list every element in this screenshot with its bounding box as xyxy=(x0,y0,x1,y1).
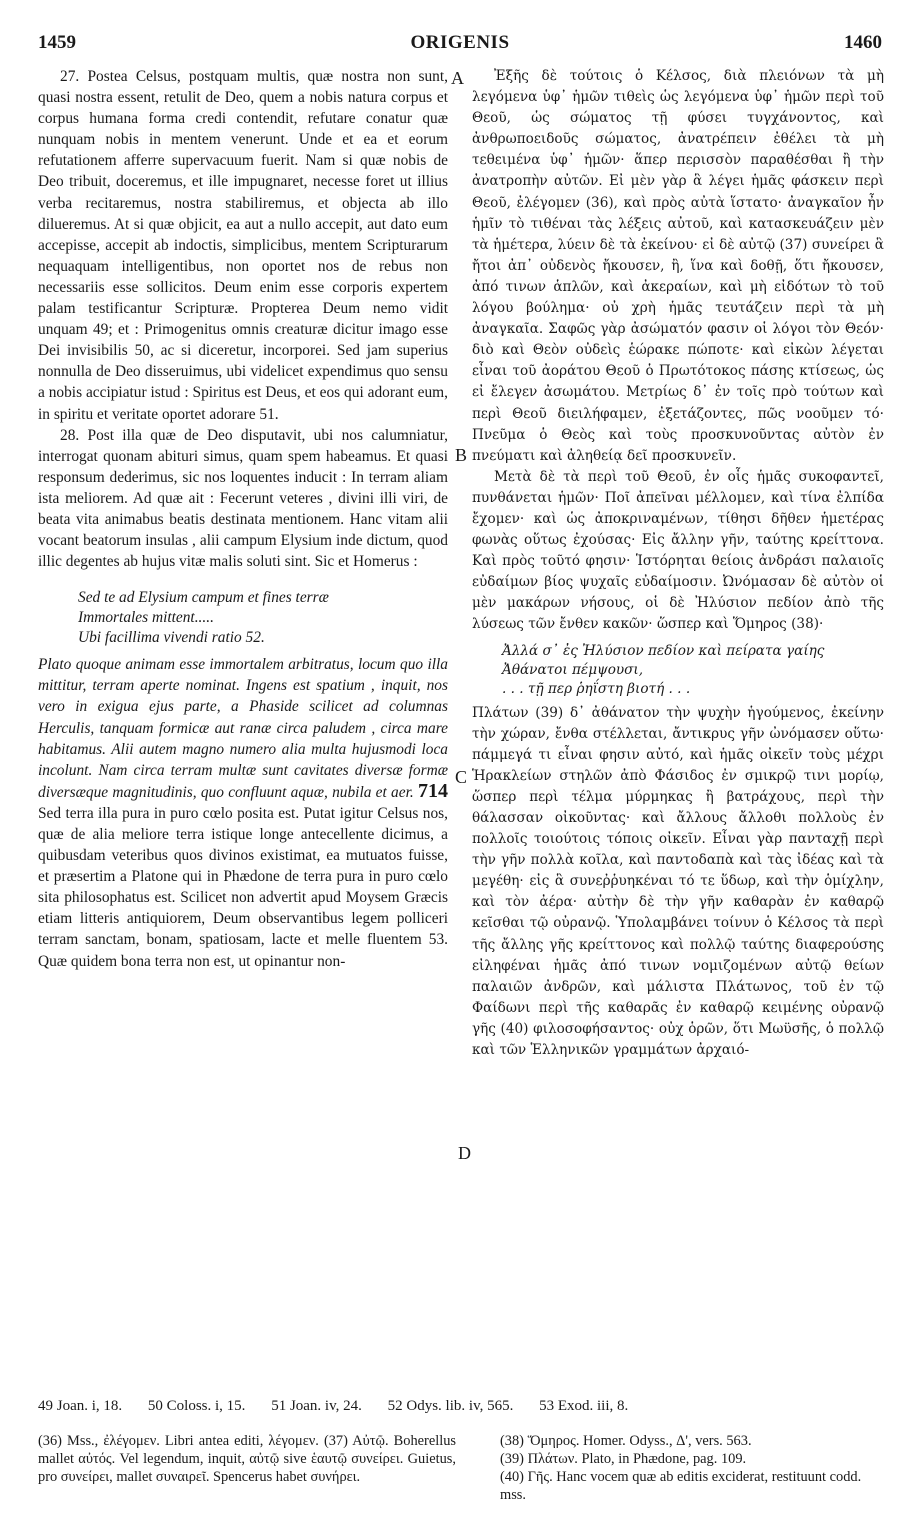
footnote-ref: 53 Exod. iii, 8. xyxy=(539,1398,629,1414)
greek-verse-line: Ἀλλά σ᾽ ἐς Ἠλύσιον πεδίον καὶ πείρατα γαίης xyxy=(502,642,825,659)
greek-paragraph-2: Μετὰ δὲ τὰ περὶ τοῦ Θεοῦ, ἐν οἷς ἡμᾶς συκοφαντεῖ, πυνθάνεται ἡμῶν· Ποῖ ἀπεῖναι μέλλομεν, καὶ τίνα ἐλπίδα ἔχομεν· καὶ ὡς ἀποκριναμένων, τίθησι δῆθεν ἡμετέρας φωνὰς οὕτως ἐχούσας· Εἰς ἄλλην γῆν, ταύτης κρείττονα. Καὶ πρὸς τοῦτό φησιν· Ἱστόρηται θείοις ἀνδράσι παλαιοῖς εὐδαίμων βίος ψυχαῖς εὐδαίμοσιν. Ὠνόμασαν δὲ αὐτὸν οἱ μὲν μακάρων νήσους, οἱ δὲ Ἠλύσιον πεδίον ἀπὸ τῆς λύσεως τῶν ἔνθεν κακῶν· ὥσπερ καὶ Ὅμηρος (38)· xyxy=(472,468,884,633)
margin-marker-b: B xyxy=(455,445,468,465)
latin-plato-text: Plato quoque animam esse immortalem arbitratus, locum quo illa mittitur, terram aperte nominat. Ingens est spatium , inquit, nos vero in exigua ejus parte, a Phaside scilicet ad columnas Herculis, tanquam formicæ aut ranæ circa paludem , circa mare habitamus. Alii autem magno numero alia multa hujusmodi loca incolunt. Nam circa terram multæ sunt cavitates diversæ formæ diversæque magnitudinis, quo confluunt aquæ, nubila et aer. xyxy=(38,656,448,801)
note-item: (39) Πλάτων. Plato, in Phædone, pag. 109. xyxy=(500,1451,747,1467)
right-page-number: 1460 xyxy=(844,32,882,53)
footnote-ref: 52 Odys. lib. iv, 565. xyxy=(387,1398,514,1414)
latin-paragraph-27: 27. Postea Celsus, postquam multis, quæ nostra non sunt, quasi nostra essent, retulit de Deo, quem a nobis natura corpus et corpus humana forma credi contendit, refutare conatur quæ nunquam nobis in mentem venerunt. Unde et ea et eorum refutationem afferre supervacuum fuerit. Nam si quæ nobis de Deo tribuit, doceremus, et ille impugnaret, necesse foret ut illius verba recitaremus, nostra stabiliremus, et objecta ab illo dilueremus. At si quæ objicit, ea aut a nullo accepit, aut dato eum accepisse, accepit ab indoctis, simplicibus, mentem Scripturarum nequaquam intelligentibus, non oportet nos de rebus non necessariis esse sollicitos. Deum enim esse corporis expertem palam testificantur Scripturæ. Propterea Deum nemo vidit unquam 49; et : Primogenitus omnis creaturæ dicitur imago esse Dei invisibilis 50, ac si diceretur, incorporei. Sed jam superius nonnulla de Deo disseruimus, ubi videlicet expendimus quo sensu a nobis accipiatur istud : Spiritus est Deus, et eos qui adorant eum, in spiritu et veritate oportet adorare 51. xyxy=(38,68,448,423)
footnote-ref: 51 Joan. iv, 24. xyxy=(271,1398,362,1414)
left-page-number: 1459 xyxy=(38,32,76,53)
note-item: (38) Ὅμηρος. Homer. Odyss., Δ', vers. 563. xyxy=(500,1433,752,1449)
greek-paragraph-1: Ἐξῆς δὲ τούτοις ὁ Κέλσος, διὰ πλειόνων τὰ μὴ λεγόμενα ὑφ᾽ ἡμῶν τιθεὶς ὡς λεγόμενα ὑφ᾽ ἡμῶν περὶ τοῦ Θεοῦ, ὡς σώματος τῇ φύσει τυγχάνοντος, καὶ ἀνθρωποειδοῦς σώματος, ἀνατρέπειν ἐθέλει τὰ μὴ τεθειμένα ὑφ᾽ ἡμῶν· ἅπερ περισσὸν παραθέσθαι ἢ τὴν ἀνατροπὴν αὐτῶν. Εἰ μὲν γὰρ ἃ λέγει ἡμᾶς φάσκειν περὶ Θεοῦ, ἐλέγομεν (36), καὶ πρὸς αὐτὰ ἵστατο· ἀναγκαῖον ἦν ἡμῖν τὸ τιθέναι τὰς λέξεις αὐτοῦ, καὶ κατασκευάζειν μὲν τὰ ἡμέτερα, λύειν δὲ τὰ ἐκείνου· εἰ δὲ αὐτῷ (37) συνείρει ἃ ἤτοι ἀπ᾽ οὐδενὸς ἤκουσεν, ἢ, ἵνα καὶ δοθῇ, ὅτι ἤκουσεν, ἀπό τινων ἁπλῶν, καὶ ἀκεραίων, καὶ μὴ εἰδότων τὸ τοῦ λόγου βούλημα· οὐ χρὴ ἡμᾶς τευτάζειν περὶ τὰ μὴ ἀναγκαῖα. Σαφῶς γὰρ ἀσώματόν φασιν οἱ λόγοι τὸν Θεόν· διὸ καὶ Θεὸν οὐδεὶς ἑώρακε πώποτε· καὶ εἰκὼν λέγεται εἶναι τοῦ ἀοράτου Θεοῦ ὁ Πρωτότοκος πάσης κτίσεως, ὡς εἰ ἔλεγεν ἀσωμάτου. Μετρίως δ᾽ ἐν τοῖς πρὸ τούτων καὶ περὶ Θεοῦ διειλήφαμεν, ἐξετάζοντες, πῶς νοοῦμεν τό· Πνεῦμα ὁ Θεὸς καὶ τοὺς προσκυνοῦντας αὐτὸν ἐν πνεύματι καὶ ἀληθείᾳ δεῖ προσκυνεῖν. xyxy=(472,68,884,464)
footnote-ref: 49 Joan. i, 18. xyxy=(38,1398,123,1414)
greek-paragraph-3: Πλάτων (39) δ᾽ ἀθάνατον τὴν ψυχὴν ἡγούμενος, ἐκείνην τὴν χώραν, ἔνθα στέλλεται, ἄντικρυς γῆν ὠνόμασεν οὕτω· πάμμεγά τι εἶναι φησιν αὐτό, καὶ ἡμᾶς οἰκεῖν τοὺς μέχρι Ἡρακλείων στηλῶν ἀπὸ Φάσιδος ἐν σμικρῷ τινι μορίῳ, ὥσπερ περὶ τέλμα μύρμηκας ἢ βατράχους, περὶ τὴν θάλασσαν οἰκοῦντας· καὶ ἄλλους ἄλλοθι πολλοὺς ἐν πολλοῖς τοιούτοις τόποις οἰκεῖν. Εἶναι γὰρ πανταχῇ περὶ τὴν γῆν πολλὰ κοῖλα, καὶ παντοδαπὰ καὶ τὰς ἰδέας καὶ τὰ μεγέθη· εἰς ἃ συνεῤῥυηκέναι τό τε ὕδωρ, καὶ τὴν ὁμίχλην, καὶ τὸν ἀέρα· αὐτὴν δὲ τὴν γῆν καθαρὰν ἐν καθαρῷ κεῖσθαι τῷ οὐρανῷ. Ὑπολαμβάνει τοίνυν ὁ Κέλσος τὰ περὶ τῆς ἄλλης γῆς κρείττονος καὶ πολλῷ ταύτης διαφερούσης εἰληφέναι ἡμᾶς ἀπό τινων νομιζομένων αὐτῷ θείων παλαιῶν ἀνδρῶν, καὶ μάλιστα Πλάτωνος, τοῦ ἐν τῷ Φαίδωνι περὶ τῆς καθαρᾶς ἐν καθαρῷ κειμένης οὐρανῷ γῆς (40) φιλοσοφήσαντος· οὐχ ὁρῶν, ὅτι Μωϋσῆς, ὁ πολλῷ καὶ τῶν Ἑλληνικῶν γραμμάτων ἀρχαιό- xyxy=(472,704,884,1059)
latin-paragraph-28: 28. Post illa quæ de Deo disputavit, ubi nos calumniatur, interrogat quonam abituri simus, quam spem habeamus. Et quasi responsum dederimus, sic nos loquentes inducit : In terram aliam ista meliorem. Ad quæ ait : Fecerunt veteres , divini illi viri, de beata vita animabus beatis destinata mentionem. Hanc vitam alii vocant beatorum insulas , alii campum Elysium inde dictum, quod illic degentes ab hujus vitæ malis soluti sint. Sic et Homerus : xyxy=(38,426,448,571)
notes-left: (36) Mss., ἐλέγομεν. Libri antea editi, λέγομεν. (37) Αὐτῷ. Boherellus mallet αὐτός. Vel legendum, inquit, αὐτῷ sive ἑαυτῷ συνείρει. Guietus, pro συνείρει, mallet συναιρεῖ. Spencerus habet συνήρει. xyxy=(38,1433,456,1485)
greek-column xyxy=(472,66,884,1061)
latin-column xyxy=(38,66,448,972)
greek-verse-line: Ἀθάνατοι πέμψουσι, xyxy=(502,661,644,678)
latin-verse-line: Ubi facillima vivendi ratio 52. xyxy=(78,629,265,647)
latin-verse xyxy=(78,588,448,648)
latin-plato-continued: Sed terra illa pura in puro cœlo posita est. Putat igitur Celsus nos, quæ de alia meliore terra istique longe antecellente dicimus, a quibusdam veteribus quos divinos existimat, ea mutuatos fuisse, et præsertim a Platone qui in Phædone de terra pura in puro cœlo sita philosophatus est. Scilicet non advertit apud Moysem Græcis etiam litteris antiquiorem, Deum observantibus legem polliceri terram sanctam, bonam, spatiosam, lacte et melle fluentem 53. Quæ quidem bona terra non est, ut opinantur non- xyxy=(38,804,448,970)
latin-verse-line: Sed te ad Elysium campum et fines terræ xyxy=(78,589,329,607)
scripture-references xyxy=(38,1398,882,1415)
running-title: ORIGENIS xyxy=(410,32,510,53)
column-number: 714 xyxy=(418,779,448,802)
latin-verse-line: Immortales mittent..... xyxy=(78,609,214,627)
margin-marker-d: D xyxy=(458,1143,471,1163)
page-header xyxy=(38,30,882,60)
margin-marker-a: A xyxy=(451,68,464,88)
notes-right xyxy=(500,1432,884,1504)
greek-verse-line: . . . τῇ περ ῥηΐστη βιοτή . . . xyxy=(502,680,691,697)
greek-verse xyxy=(502,642,884,699)
note-item: (40) Γῆς. Hanc vocem quæ ab editis exciderat, restituunt codd. mss. xyxy=(500,1469,862,1503)
footnote-ref: 50 Coloss. i, 15. xyxy=(147,1398,246,1414)
latin-paragraph-plato xyxy=(38,654,448,971)
margin-marker-c: C xyxy=(455,767,468,787)
